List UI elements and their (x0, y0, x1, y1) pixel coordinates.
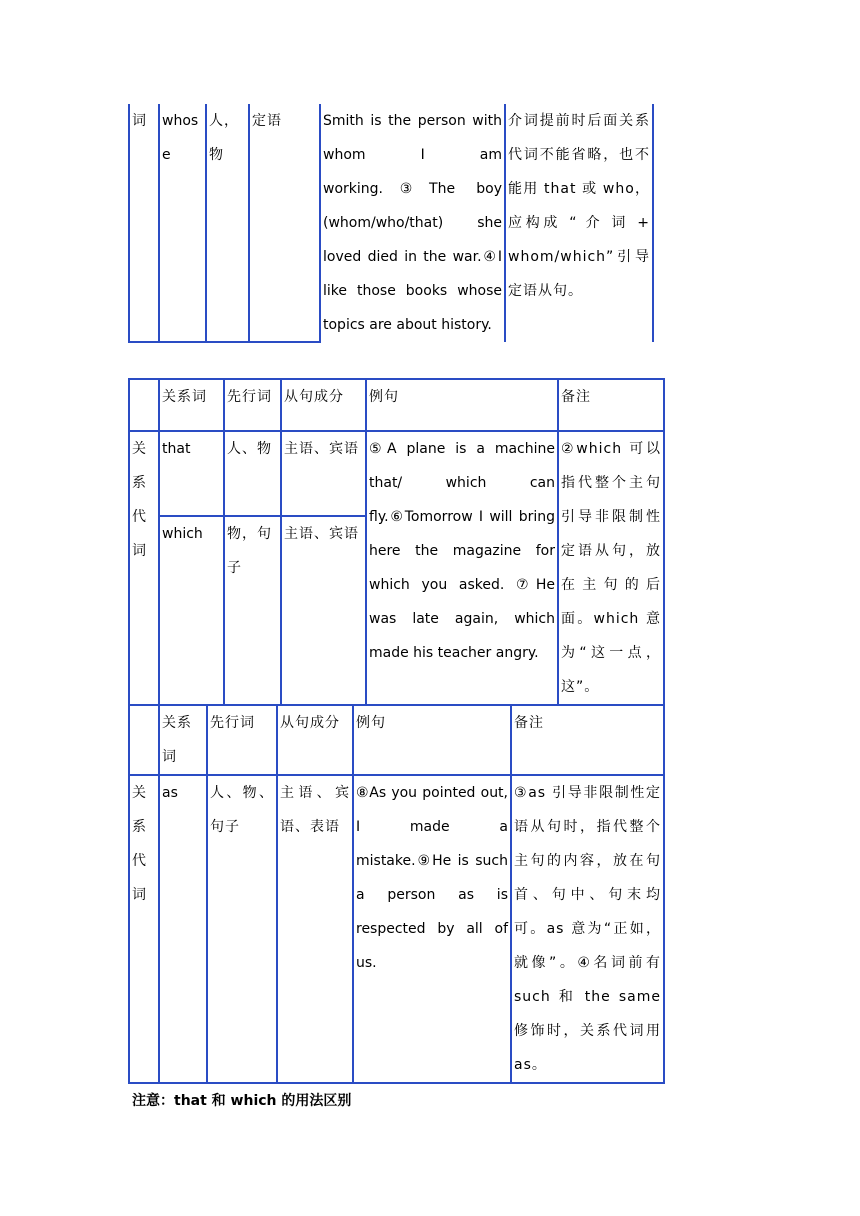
antecedent-cell: 物，句子 (224, 516, 281, 705)
remark-cell: ②which 可以指代整个主句引导非限制性定语从句，放在主句的后面。which 意为“这一点，这”。 (558, 431, 664, 705)
header-cell: 例句 (353, 705, 511, 775)
example-cell: ⑤A plane is a machine that/ which can fly.⑥Tomorrow I will bring here the magazine for which you asked. ⑦He was late again, which made his teacher angry. (366, 431, 558, 705)
relative-word-table-continued (128, 104, 654, 343)
clause-function-cell: 主语、宾语、表语 (277, 775, 353, 1083)
antecedent-cell: 人、物、句子 (207, 775, 277, 1083)
header-row (129, 705, 664, 775)
clause-function-cell: 定语 (249, 104, 320, 342)
header-cell (129, 705, 159, 775)
relative-pronoun-table-that-which (128, 378, 665, 706)
footer-note: 注意：that 和 which 的用法区别 (132, 1093, 352, 1109)
table-row (129, 775, 664, 1083)
clause-function-cell: 主语、宾语 (281, 516, 366, 705)
header-cell: 备注 (558, 379, 664, 431)
category-cell: 关系代词 (129, 775, 159, 1083)
header-cell: 关系词 (159, 705, 207, 775)
antecedent-cell: 人、物 (224, 431, 281, 516)
antecedent-cell: 人，物 (206, 104, 249, 342)
table-row (129, 104, 653, 342)
category-cell: 关系代词 (129, 431, 159, 705)
table-row (129, 431, 664, 516)
remark-cell: 介词提前时后面关系代词不能省略，也不能用 that 或 who，应构成 “ 介 词 + whom/which”引导定语从句。 (505, 104, 653, 342)
category-cell: 词 (129, 104, 159, 342)
header-cell: 先行词 (207, 705, 277, 775)
relative-word-cell: that (159, 431, 224, 516)
header-cell: 从句成分 (281, 379, 366, 431)
header-cell: 先行词 (224, 379, 281, 431)
header-cell (129, 379, 159, 431)
clause-function-cell: 主语、宾语 (281, 431, 366, 516)
header-row (129, 379, 664, 431)
header-cell: 关系词 (159, 379, 224, 431)
relative-word-cell: which (159, 516, 224, 705)
example-cell: Smith is the person with whom I am working.③The boy (whom/who/that) she loved died in the war.④I like those books whose topics are about history. (320, 104, 505, 342)
relative-word-cell: whose (159, 104, 206, 342)
remark-cell: ③as 引导非限制性定语从句时，指代整个主句的内容，放在句首、句中、句末均可。as 意为“正如，就像”。④名词前有 such 和 the same 修饰时，关系代词用 as。 (511, 775, 664, 1083)
example-cell: ⑧As you pointed out, I made a mistake.⑨He is such a person as is respected by all of us. (353, 775, 511, 1083)
header-cell: 例句 (366, 379, 558, 431)
header-cell: 从句成分 (277, 705, 353, 775)
relative-pronoun-table-as (128, 704, 665, 1084)
header-cell: 备注 (511, 705, 664, 775)
relative-word-cell: as (159, 775, 207, 1083)
